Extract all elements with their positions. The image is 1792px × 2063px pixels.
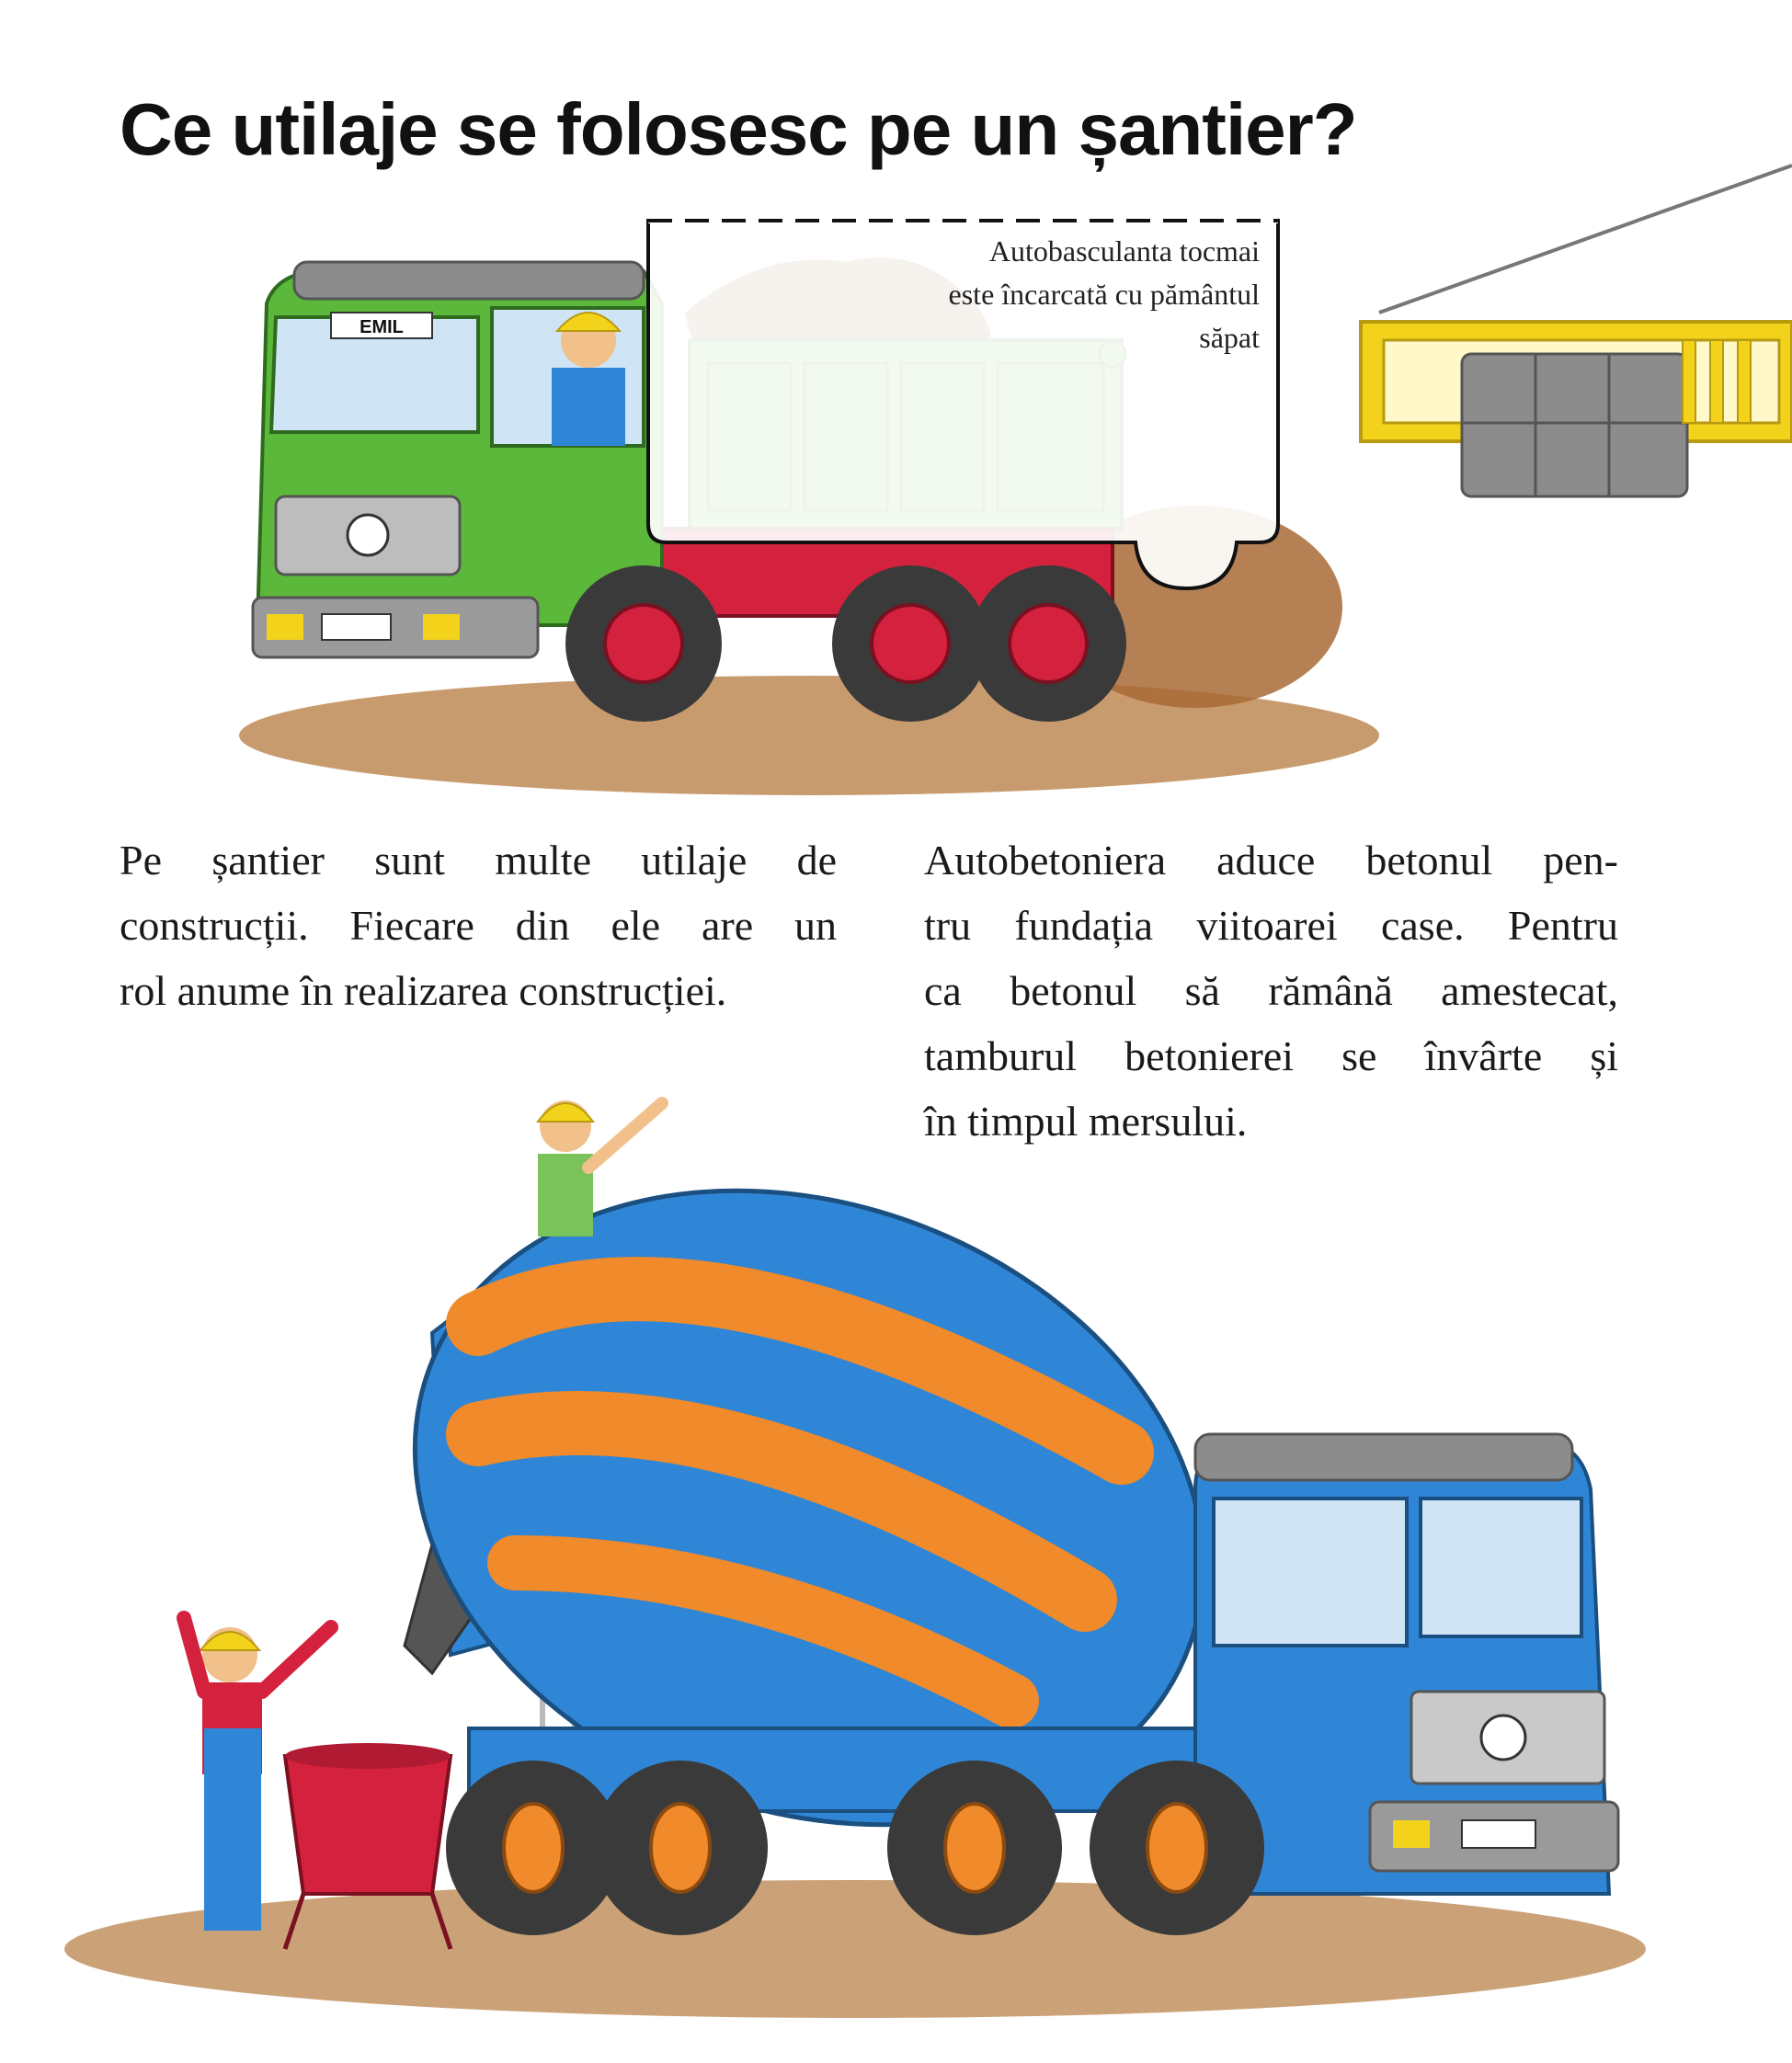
- crane-load-illustration: [1361, 165, 1792, 496]
- svg-text:EMIL: EMIL: [360, 317, 404, 337]
- paragraph-line: tru fundația viitoarei case. Pentru: [924, 902, 1618, 949]
- paragraph-right: [924, 827, 1618, 1154]
- paragraph-line: în timpul mersului.: [924, 1098, 1248, 1145]
- paragraph-line: Autobetoniera aduce betonul pen-: [924, 837, 1618, 883]
- paragraph-left: [120, 827, 837, 1023]
- paragraph-line: tamburul betonierei se învârte și: [924, 1032, 1618, 1079]
- page-title: Ce utilaje se folosesc pe un șantier?: [120, 88, 1357, 170]
- paragraph-line: Pe șantier sunt multe utilaje de: [120, 837, 837, 883]
- callout-line: Autobasculanta tocmai: [988, 234, 1260, 268]
- callout-text: [828, 230, 1260, 359]
- paragraph-line: ca betonul să rămână amestecat,: [924, 967, 1618, 1014]
- paragraph-line: rol anume în realizarea construcției.: [120, 967, 727, 1014]
- callout-line: săpat: [1199, 321, 1260, 354]
- callout-line: este încarcată cu pământul: [948, 278, 1260, 311]
- paragraph-line: construcții. Fiecare din ele are un: [120, 902, 837, 949]
